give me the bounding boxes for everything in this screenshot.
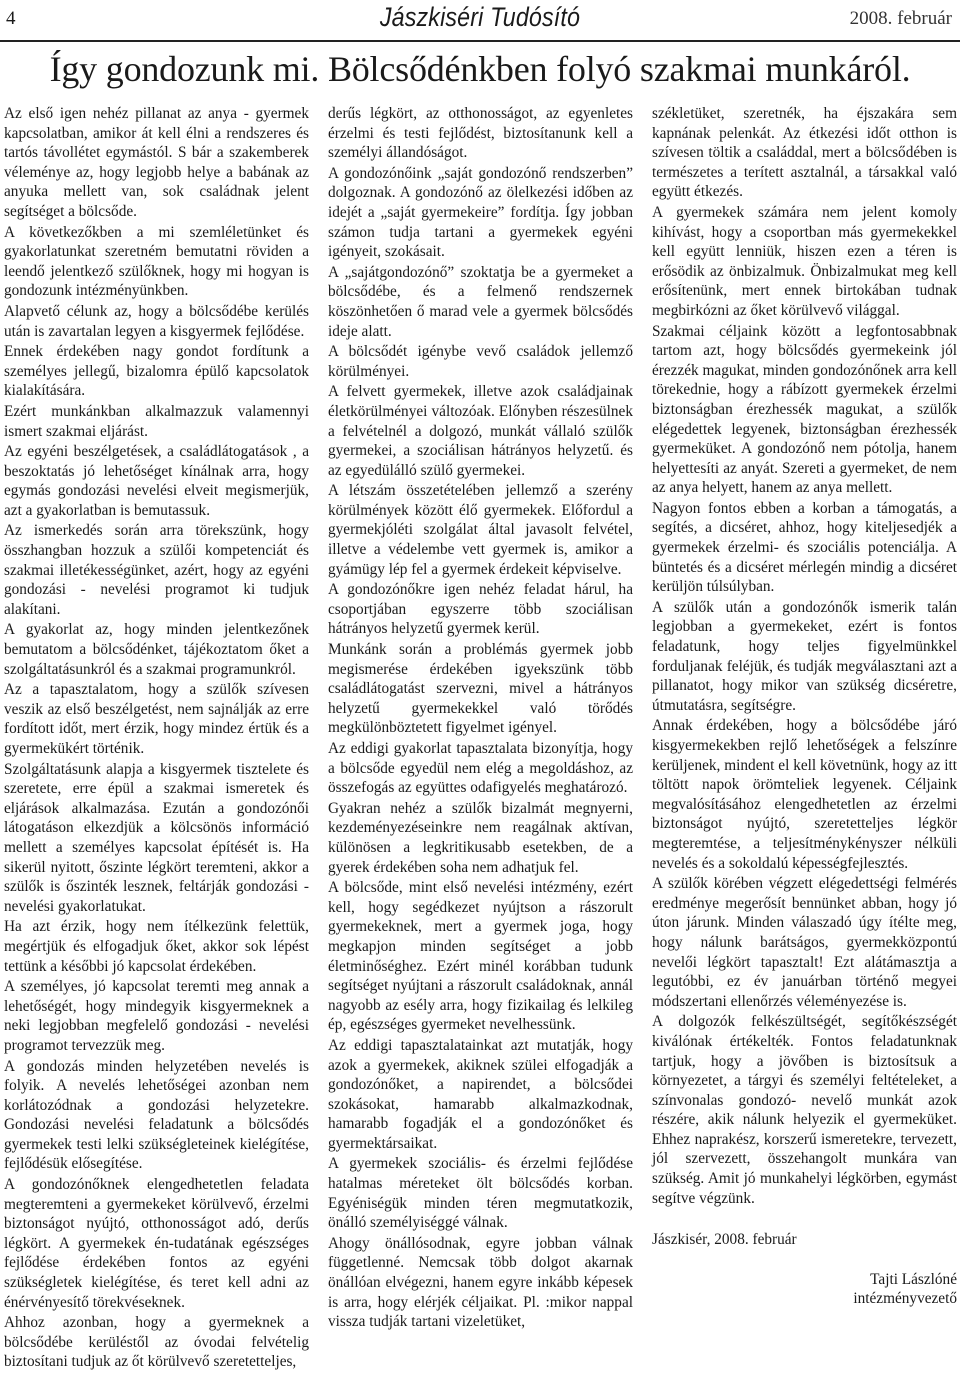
paragraph: Munkánk során a problémás gyermek jobb megismerése érdekében igyekszünk több családlátogatást szervezni, mivel a hátrányos helyzetű gyermekekkel való törődés megkülönböztetett figyelmet igényel. <box>328 641 633 737</box>
page-number: 4 <box>6 8 16 29</box>
paragraph: Nagyon fontos ebben a korban a támogatás, a segítés, a dicséret, ahhoz, hogy kiteljesedjék a gyermekek érzelmi- és szociális potenciálja. A büntetés és a dicséret mérlegén mindig a dicséret kerüljön túlsúlyban. <box>652 499 957 596</box>
paragraph: Annak érdekében, hogy a bölcsődébe járó kisgyermekekben rejlő lehetőségek a felszínre kerüljenek, mindent el kell követnünk, hogy az itt töltött napok örömteliek legyenek. Céljaink megvalósításához elengedhetetlen az érzelmi biztonságot nyújtó, szeretetteljes légkör megteremtése, a teljesítménykényszer nélküli nevelés és a sokoldalú képességfejlesztés. <box>652 717 957 872</box>
paragraph: A gyakorlat az, hogy minden jelentkezőnek bemutatom a bölcsődénket, tájékoztatom őket a szolgáltatásunkról és a szakmai programunkról. <box>4 621 309 678</box>
place-date: Jászkisér, 2008. február <box>652 1231 797 1249</box>
paragraph: A dolgozók felkészültségét, segítőkészségét kiválónak értékelték. Fontos feladatunknak tartjuk, hogy a jövőben is biztosítsuk a környezetet, a tárgyi és személyi feltételeket, a színvonalas gondozó- nevelő munkát azok részére, akik nálunk helyezik el gyermeküket. Ehhez naprakész, korszerű ismeretekre, tervezett, jól szervezett, összehangolt munkára van szükség. Amit jó munkahelyi légkörben, egymást segítve végzünk. <box>652 1013 957 1207</box>
paragraph: A „sajátgondozónő” szoktatja be a gyermeket a bölcsődébe, és a felmenő rendszernek köszönhetően ő marad vele a gyermek bölcsődés ideje alatt. <box>328 263 633 340</box>
paragraph: A szülők körében végzett elégedettségi felmérés eredménye megerősít bennünket abban, hogy jó úton járunk. Minden válaszadó úgy ítélte meg, hogy nálunk barátságos, gyermekközpontú nevelői légkört tapasztalt! Ezt alátámasztja a legutóbbi, ez év januárban történő megyei módszertani ellenőrzés véleményezése is. <box>652 875 957 1010</box>
paragraph: A felvett gyermekek, illetve azok családjainak életkörülményei változóak. Előnyben részesülnek a felvételnél a dolgozó, munkát vállaló szülők gyermekei, a szociálisan hátrányos helyzetű. és az egyedülálló szülő gyermekei. <box>328 383 633 479</box>
paragraph: Ahhoz azonban, hogy a gyermeknek a bölcsődébe kerüléstől az óvodai felvételig biztosítani tudjuk az őt körülvevő szeretetteljes, <box>4 1314 309 1371</box>
paragraph: Alapvető célunk az, hogy a bölcsődébe kerülés után is zavartalan legyen a kisgyermek fejlődése. <box>4 302 309 340</box>
paragraph: A személyes, jó kapcsolat teremti meg annak a lehetőségét, hogy mindegyik kisgyermeknek a neki legjobban megfelelő gondozási - nevelési programot tervezzük meg. <box>4 978 309 1054</box>
paragraph: Az eddigi tapasztalatainkat azt mutatják, hogy azok a gyermekek, akiknek szülei elfogadják a gondozónőket, a napirendet, a bölcsődei szokásokat, hamarabb alkalmazkodnak, hamarabb fogadják el a gondozónőket és gyermektársaikat. <box>328 1036 633 1152</box>
paragraph: Az első igen nehéz pillanat az anya - gyermek kapcsolatban, amikor át kell élni a rendszeres és tartós távollétet egymástól. S bár a szakemberek véleménye az, hogy legjobb helye a babának az anyuka mellett van, sok családnak jelent segítséget a bölcsőde. <box>4 105 309 220</box>
publication-title: Jászkiséri Tudósító <box>379 2 581 32</box>
paragraph: székletüket, szeretnék, ha éjszakára sem kapnának pelenkát. Az étkezési időt otthon is szívesen töltik a családdal, mert a bölcsődében is természetes a terített asztalnál, a társakkal való együtt étkezés. <box>652 105 957 201</box>
paragraph: A szülők után a gondozónők ismerik talán legjobban a gyermekeket, ezért is fontos feladatunk, hogy teljes figyelmünkkel forduljanak feléjük, és tudják megválasztani azt a pillanatot, hogy mikor van szükség dicséretre, útmutatásra, segítségre. <box>652 598 957 714</box>
author-name: Tajti Lászlóné <box>870 1270 957 1288</box>
article-title: Így gondozunk mi. Bölcsődénkben folyó szakmai munkáról. <box>49 49 911 89</box>
paragraph: A gondozónőink „saját gondozónő rendszerben” dolgoznak. A gondozónő az ölelkezési időben az idejét a „saját gyermekeire” fordítja. Így jobban számon tudja tartani a gyermekek egyéni igényeit, szokásait. <box>328 164 633 261</box>
paragraph: Az ismerkedés során arra törekszünk, hogy összhangban hozzuk a szülői kompetenciát és szakmai illetékességünket, azért, hogy az egyéni gondozási - nevelési programot ki tudjuk alakítani. <box>4 522 309 618</box>
paragraph: A gondozónőkre igen nehéz feladat hárul, ha csoportjában egyszerre több szociálisan hátrányos helyzetű gyermek kerül. <box>328 581 633 638</box>
page-header <box>0 0 960 46</box>
paragraph: Ennek érdekében nagy gondot fordítunk a személyes jellegű, bizalomra épülő kapcsolatok kialakítására. <box>4 343 309 400</box>
paragraph: Szakmai céljaink között a legfontosabbnak tartom azt, hogy bölcsődés gyermekeink jól érezzék magukat, minden gondozónőnek arra kell törekednie, hogy a rábízott gyermekek érzelmi biztonságban érezhessék magukat, a szülők elégedettek legyenek, biztonságban érezhessék gyermeküket. A gondozónő nem pótolja, hanem helyettesíti az anyát. Szereti a gyermeket, de nem az anya helyett, hanem az anya mellett. <box>652 322 957 497</box>
paragraph: Az a tapasztalatom, hogy a szülők szívesen veszik az első beszélgetést, nem sajnálják az erre fordított időt, mert érzik, hogy mindez értük és a gyermekükért történik. <box>4 681 309 757</box>
paragraph: Ezért munkánkban alkalmazzuk valamennyi ismert szakmai eljárást. <box>4 402 309 440</box>
paragraph: A következőkben a mi szemléletünket és gyakorlatunkat szeretném bemutatni röviden a leendő jelentkező szülőknek, hogy mi hogyan is gondozunk intézményünkben. <box>4 223 309 300</box>
paragraph: A létszám összetételében jellemző a szerény körülmények között élő gyermekek. Előfordul a gyermekjóléti szolgálat által javasolt felvétel, illetve a védelembe vett gyermek is, amikor a gyámügy lép fel a gyermek érdekeit képviselve. <box>328 482 633 578</box>
paragraph: A bölcsődét igénybe vevő családok jellemző körülményei. <box>328 343 633 380</box>
issue-date: 2008. február <box>849 8 952 29</box>
paragraph: Az egyéni beszélgetések, a családlátogatások , a beszoktatás jó lehetőséget kínálnak arra, hogy egymás gondozási nevelési elveit megismerjük, azt a gyakorlatban is bemutassuk. <box>4 443 309 519</box>
column-2 <box>328 104 633 1333</box>
paragraph: A gyermekek szociális- és érzelmi fejlődése hatalmas méreteket ölt bölcsődés korban. Egyéniségük minden téren megmutatkozik, önálló személyiséggé válnak. <box>328 1155 633 1232</box>
author-role: intézményvezető <box>853 1290 957 1308</box>
paragraph: Ha azt érzik, hogy nem ítélkezünk felettük, megértjük és elfogadjuk őket, akkor sok lépést tettünk a későbbi jó kapcsolat érdekében. <box>4 918 309 975</box>
paragraph: Az eddigi gyakorlat tapasztalata bizonyítja, hogy a bölcsőde egyedül nem elég a megoldáshoz, az összefogás az együttes odafigyelés meghatározó. <box>328 740 633 797</box>
paragraph: derűs légkört, az otthonosságot, az egyenletes érzelmi és testi fejlődést, biztosítanunk kell a személyi állandóságot. <box>328 105 633 162</box>
signature-block <box>652 1270 957 1309</box>
column-1 <box>4 104 309 1373</box>
paragraph: A gondozónőknek elengedhetetlen feladata megteremteni a gyermekeket körülvevő, érzelmi biztonságot nyújtó, otthonosságot adó, derűs légkört. A gyermekek én-tudatának egészséges fejlődése érdekében fontos az egyéni szükségletek kielégítése, és teret kell adni az énérvényesítő törekvéseknek. <box>4 1176 309 1311</box>
paragraph: Szolgáltatásunk alapja a kisgyermek tisztelete és szeretete, erre épül a szakmai ismeretek és eljárások alkalmazása. Ezután a gondozónői látogatáson elkezdjük a kölcsönös információ mellett a személyes kapcsolat építését is. Ha sikerül nyitott, őszinte légkört teremteni, akkor a szülők is őszinték lesznek, feltárják gondozási - nevelési gyakorlatukat. <box>4 760 309 915</box>
paragraph: A gyermekek számára nem jelent komoly kihívást, hogy a csoportban más gyermekekkel kell együtt lenniük, hiszen ezen a téren is erősödik az önbizalmuk. Önbizalmukat meg kell erősítenünk, mert ennek birtokában tudnak megbirkózni az őket körülvevő világgal. <box>652 203 957 319</box>
column-3 <box>652 104 957 1309</box>
header-rule <box>0 40 960 42</box>
paragraph: A bölcsőde, mint első nevelési intézmény, ezért kell, hogy segédkezet nyújtson a rászorult gyermekeknek, mert a gyermek joga, hogy megkapjon minden segítséget a jobb életminőséghez. Ezért minél korábban tudunk segítséget nyújtani a rászorult családoknak, annál nagyobb az esély arra, hogy fizikailag és lelkileg ép, egészséges gyermeket nevelhessünk. <box>328 879 633 1034</box>
paragraph: Ahogy önállósodnak, egyre jobban válnak függetlenné. Nemcsak több dolgot akarnak önállóan elvégezni, hanem egyre inkább képesek is arra, hogy elérjék céljaikat. Pl. :mikor nappal vissza tudják tartani vizeletüket, <box>328 1234 633 1331</box>
paragraph: A gondozás minden helyzetében nevelés is folyik. A nevelés lehetőségei azonban nem korlátozódnak a gondozási helyzetekre. Gondozási nevelési feladatunk a bölcsődés gyermekek testi lelki szükségleteinek kielégítése, fejlődésük elősegítése. <box>4 1057 309 1173</box>
article-body <box>0 104 960 1394</box>
paragraph: Gyakran nehéz a szülők bizalmát megnyerni, kezdeményezéseinkre nem reagálnak aktívan, különösen a legkritikusabb esetekben, de a gyerek érdekében soha nem adhatjuk fel. <box>328 799 633 876</box>
